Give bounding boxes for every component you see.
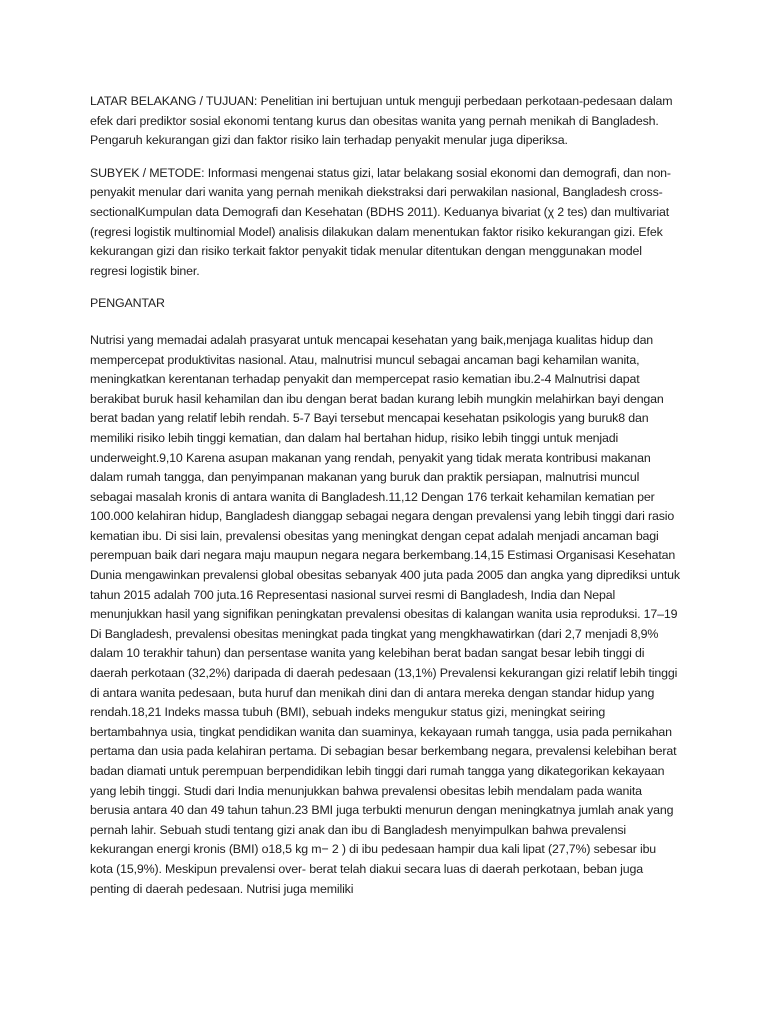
- document-body: [90, 92, 680, 899]
- section-heading-pengantar: PENGANTAR: [90, 296, 165, 311]
- subjects-methods-paragraph: SUBYEK / METODE: Informasi mengenai status gizi, latar belakang sosial ekonomi dan demografi, dan non-penyakit menular dari wanita yang pernah menikah diekstraksi dari perwakilan nasional, Bangladesh cross-sectionalKumpulan data Demografi dan Kesehatan (BDHS 2011). Keduanya bivariat (χ 2 tes) dan multivariat (regresi logistik multinomial Model) analisis dilakukan dalam menentukan faktor risiko kekurangan gizi. Efek kekurangan gizi dan risiko terkait faktor penyakit tidak menular ditentukan dengan menggunakan model regresi logistik biner.: [90, 165, 671, 278]
- introduction-paragraph: Nutrisi yang memadai adalah prasyarat untuk mencapai kesehatan yang baik,menjaga kualitas hidup dan mempercepat produktivitas nasional. Atau, malnutrisi muncul sebagai ancaman bagi kehamilan wanita, meningkatkan kerentanan terhadap penyakit dan mempercepat rasio kematian ibu.2-4 Malnutrisi dapat berakibat buruk hasil kehamilan dan ibu dengan berat badan kurang lebih mungkin melahirkan bayi dengan berat badan yang relatif lebih rendah. 5-7 Bayi tersebut mencapai kesehatan psikologis yang buruk8 dan memiliki risiko lebih tinggi kematian, dan dalam hal bertahan hidup, risiko lebih tinggi untuk menjadi underweight.9,10 Karena asupan makanan yang rendah, penyakit yang tidak merata kontribusi makanan dalam rumah tangga, dan penyimpanan makanan yang buruk dan praktik persiapan, malnutrisi muncul sebagai masalah kronis di antara wanita di Bangladesh.11,12 Dengan 176 terkait kehamilan kematian per 100.000 kelahiran hidup, Bangladesh dianggap sebagai negara dengan prevalensi yang lebih tinggi dari rasio kematian ibu. Di sisi lain, prevalensi obesitas yang meningkat dengan cepat adalah menjadi ancaman bagi perempuan baik dari negara maju maupun negara negara berkembang.14,15 Estimasi Organisasi Kesehatan Dunia mengawinkan prevalensi global obesitas sebanyak 400 juta pada 2005 dan angka yang diprediksi untuk tahun 2015 adalah 700 juta.16 Representasi nasional survei resmi di Bangladesh, India dan Nepal menunjukkan hasil yang signifikan peningkatan prevalensi obesitas di kalangan wanita usia reproduksi. 17–19 Di Bangladesh, prevalensi obesitas meningkat pada tingkat yang mengkhawatirkan (dari 2,7 menjadi 8,9% dalam 10 terakhir tahun) dan persentase wanita yang kelebihan berat badan sangat besar lebih tinggi di daerah perkotaan (32,2%) daripada di daerah pedesaan (13,1%) Prevalensi kekurangan gizi relatif lebih tinggi di antara wanita pedesaan, buta huruf dan menikah dini dan di antara mereka dengan standar hidup yang rendah.18,21 Indeks massa tubuh (BMI), sebuah indeks mengukur status gizi, meningkat seiring bertambahnya usia, tingkat pendidikan wanita dan suaminya, kekayaan rumah tangga, usia pada pernikahan pertama dan usia pada kelahiran pertama. Di sebagian besar berkembang negara, prevalensi kelebihan berat badan diamati untuk perempuan berpendidikan lebih tinggi dari rumah tangga yang dikategorikan kekayaan yang lebih tinggi. Studi dari India menunjukkan bahwa prevalensi obesitas lebih mendalam pada wanita berusia antara 40 dan 49 tahun tahun.23 BMI juga terbukti menurun dengan meningkatnya jumlah anak yang pernah lahir. Sebuah studi tentang gizi anak dan ibu di Bangladesh menyimpulkan bahwa prevalensi kekurangan energi kronis (BMI) o18,5 kg m− 2 ) di ibu pedesaan hampir dua kali lipat (27,7%) sebesar ibu kota (15,9%). Meskipun prevalensi over- berat telah diakui secara luas di daerah perkotaan, beban juga penting di daerah pedesaan. Nutrisi juga memiliki: [90, 332, 680, 896]
- background-objective-paragraph: LATAR BELAKANG / TUJUAN: Penelitian ini bertujuan untuk menguji perbedaan perkotaan-pedesaan dalam efek dari prediktor sosial ekonomi tentang kurus dan obesitas wanita yang pernah menikah di Bangladesh. Pengaruh kekurangan gizi dan faktor risiko lain terhadap penyakit menular juga diperiksa.: [90, 94, 673, 148]
